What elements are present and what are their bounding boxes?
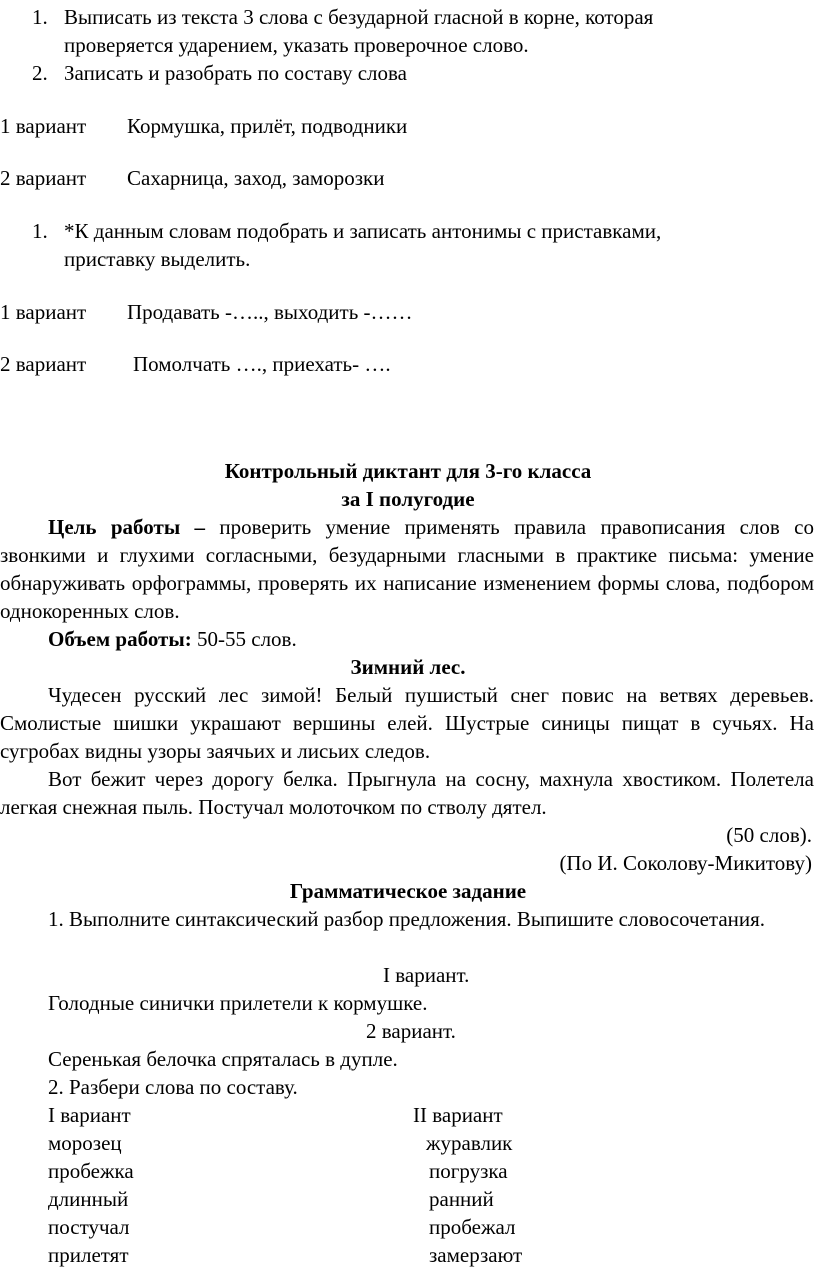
task-2-number: 2. bbox=[32, 61, 48, 85]
text-paragraph-1: Чудесен русский лес зимой! Белый пушистый снег повис на ветвях деревьев. Смолистые шишки украшают вершины елей. Шустрые синицы пищат в сучьях. На сугробах видны узоры заячьих и лисьих следов. bbox=[0, 683, 814, 763]
antonym-variant-2-label: 2 вариант bbox=[0, 352, 87, 376]
word-count: (50 слов). bbox=[726, 823, 812, 847]
antonym-variant-1-label: 1 вариант bbox=[0, 300, 87, 324]
col-1-word: пробежка bbox=[48, 1159, 134, 1183]
antonym-variant-2-words: Помолчать …., приехать- …. bbox=[133, 352, 391, 376]
task-1-number: 1. bbox=[32, 5, 48, 29]
variant-1-label: 1 вариант bbox=[0, 114, 87, 138]
goal-label: Цель работы – bbox=[48, 515, 206, 539]
dictation-title: Контрольный диктант для 3-го класса bbox=[224, 459, 592, 483]
col-2-word: пробежал bbox=[429, 1215, 516, 1239]
antonym-variant-1-words: Продавать -….., выходить -…… bbox=[127, 300, 413, 324]
grammar-task-1: 1. Выполните синтаксический разбор предложения. Выпишите словосочетания. bbox=[48, 907, 766, 931]
volume-label: Объем работы: bbox=[48, 627, 192, 651]
volume-text: 50-55 слов. bbox=[191, 627, 297, 651]
col-1-word: морозец bbox=[48, 1131, 122, 1155]
antonym-task-number: 1. bbox=[32, 219, 48, 243]
text-title: Зимний лес. bbox=[350, 655, 466, 679]
volume-line bbox=[48, 625, 297, 653]
col-2-word: погрузка bbox=[429, 1159, 508, 1183]
col-1-word: прилетят bbox=[48, 1243, 129, 1267]
col-2-word: ранний bbox=[429, 1187, 494, 1211]
variant-1-words: Кормушка, прилёт, подводники bbox=[127, 114, 408, 138]
variant-2-words: Сахарница, заход, заморозки bbox=[127, 166, 385, 190]
grammar-variant-1-sentence: Голодные синички прилетели к кормушке. bbox=[48, 991, 428, 1015]
task-1-text: Выписать из текста 3 слова с безударной гласной в корне, которая bbox=[64, 5, 654, 29]
col-1-header: I вариант bbox=[48, 1103, 131, 1127]
antonym-task-text-cont: приставку выделить. bbox=[64, 247, 251, 271]
grammar-variant-1-label: I вариант. bbox=[383, 963, 470, 987]
task-2-text: Записать и разобрать по составу слова bbox=[64, 61, 407, 85]
dictation-subtitle: за I полугодие bbox=[341, 487, 475, 511]
grammar-variant-2-label: 2 вариант. bbox=[366, 1019, 456, 1043]
antonym-task-text: *К данным словам подобрать и записать антонимы с приставками, bbox=[64, 219, 662, 243]
text-paragraph-2: Вот бежит через дорогу белка. Прыгнула на сосну, махнула хвостиком. Полетела легкая снежная пыль. Постучал молоточком по стволу дятел. bbox=[0, 767, 814, 819]
grammar-title: Грамматическое задание bbox=[289, 879, 527, 903]
col-2-header: II вариант bbox=[413, 1103, 503, 1127]
goal-text: проверить умение применять правила правописания слов со звонкими и глухими согласными, безударными гласными в практике письма: умение обнаруживать орфограммы, проверять их написание изменением формы слова, подбором однокоренных слов. bbox=[0, 515, 814, 623]
col-2-word: журавлик bbox=[426, 1131, 513, 1155]
text-source: (По И. Соколову-Микитову) bbox=[559, 851, 812, 875]
task-1-text-cont: проверяется ударением, указать проверочное слово. bbox=[64, 33, 529, 57]
col-1-word: постучал bbox=[48, 1215, 130, 1239]
goal-paragraph bbox=[0, 513, 814, 625]
variant-2-label: 2 вариант bbox=[0, 166, 87, 190]
col-2-word: замерзают bbox=[429, 1243, 523, 1267]
grammar-variant-2-sentence: Серенькая белочка спряталась в дупле. bbox=[48, 1047, 398, 1071]
col-1-word: длинный bbox=[48, 1187, 129, 1211]
grammar-task-2: 2. Разбери слова по составу. bbox=[48, 1075, 298, 1099]
